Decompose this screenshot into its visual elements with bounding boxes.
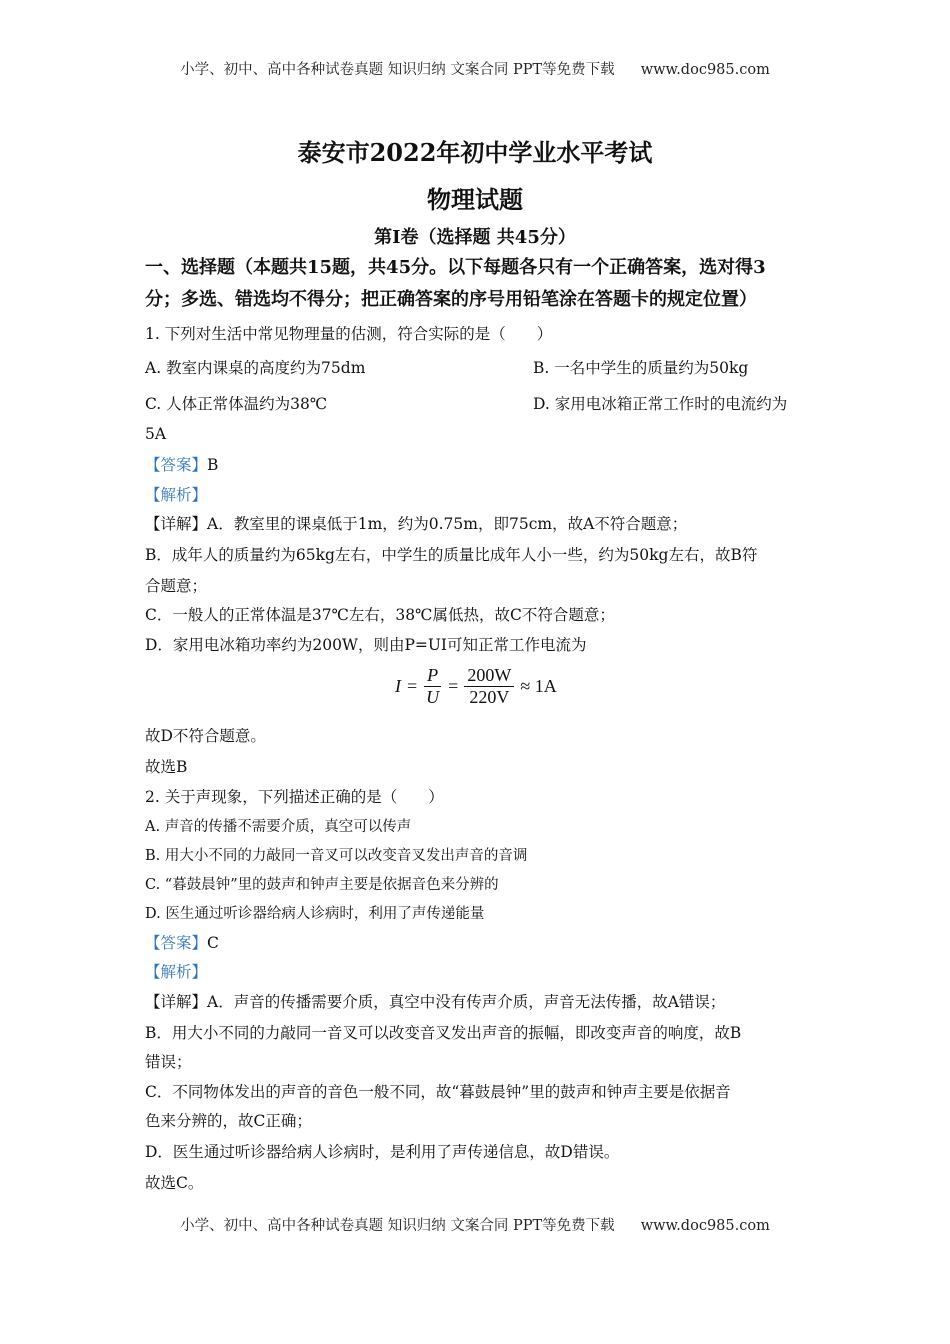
q2-option-a: A. 声音的传播不需要介质，真空可以传声: [145, 819, 412, 835]
question-2-stem: 2. 关于声现象，下列描述正确的是（ ）: [145, 788, 444, 806]
header-url[interactable]: www.doc985.com: [640, 62, 770, 78]
detail-line: B．成年人的质量约为65kg左右，中学生的质量比成年人小一些，约为50kg左右，故B符: [145, 546, 758, 564]
q2-analysis-label: 【解析】: [145, 963, 208, 981]
numerator: 200W: [464, 665, 514, 687]
detail-line: D．医生通过听诊器给病人诊病时，是利用了声传递信息，故D错误。: [145, 1143, 620, 1161]
answer-label: 【答案】: [145, 456, 208, 474]
detail-line: D．家用电冰箱功率约为200W，则由P=UI可知正常工作电流为: [145, 636, 587, 654]
detail-line: A．教室里的课桌低于1m，约为0.75m，即75cm，故A不符合题意；: [207, 515, 688, 533]
formula-result: ≈ 1A: [520, 676, 557, 696]
denominator: 220V: [469, 687, 510, 707]
detail-line: A．声音的传播需要介质，真空中没有传声介质，声音无法传播，故A错误；: [207, 993, 726, 1011]
detail-line: 错误；: [145, 1053, 192, 1071]
header-text: 小学、初中、高中各种试卷真题 知识归纳 文案合同 PPT等免费下载: [180, 62, 615, 78]
q1-option-a: A. 教室内课桌的高度约为75dm: [145, 359, 366, 377]
page-title: 泰安市2022年初中学业水平考试: [297, 138, 653, 167]
q2-option-c: C. “暮鼓晨钟”里的鼓声和钟声主要是依据音色来分辨的: [145, 877, 499, 893]
section-heading-cont: 分；多选、错选均不得分；把正确答案的序号用铅笔涂在答题卡的规定位置）: [145, 289, 757, 310]
q2-answer: [145, 933, 219, 953]
formula-lhs: I: [395, 676, 401, 696]
q1-option-d: D. 家用电冰箱正常工作时的电流约为: [533, 395, 788, 413]
q1-option-d-cont: 5A: [145, 425, 167, 443]
volume-heading: 第Ⅰ卷（选择题 共45分）: [374, 227, 576, 248]
footer-url[interactable]: www.doc985.com: [640, 1218, 770, 1234]
footer-text: 小学、初中、高中各种试卷真题 知识归纳 文案合同 PPT等免费下载: [180, 1218, 615, 1234]
numerator: P: [427, 665, 439, 685]
page-header: [0, 58, 950, 79]
page-footer: [0, 1214, 950, 1235]
detail-line: C．不同物体发出的声音的音色一般不同，故“暮鼓晨钟”里的鼓声和钟声主要是依据音: [145, 1083, 731, 1101]
q2-option-b: B. 用大小不同的力敲同一音叉可以改变音叉发出声音的音调: [145, 848, 528, 864]
answer-value: C: [207, 934, 219, 952]
q1-analysis-label: 【解析】: [145, 486, 208, 504]
detail-line: 故选C。: [145, 1174, 204, 1192]
answer-value: B: [207, 456, 219, 474]
detail-label: 【详解】: [145, 515, 208, 533]
detail-line: B．用大小不同的力敲同一音叉可以改变音叉发出声音的振幅，即改变声音的响度，故B: [145, 1024, 742, 1042]
detail-label: 【详解】: [145, 993, 208, 1011]
q2-option-d: D. 医生通过听诊器给病人诊病时，利用了声传递能量: [145, 906, 485, 922]
section-heading: 一、选择题（本题共15题，共45分。以下每题各只有一个正确答案，选对得3: [145, 257, 766, 278]
fraction: [464, 665, 514, 708]
answer-label: 【答案】: [145, 934, 208, 952]
fraction: [423, 665, 442, 708]
detail-line: C．一般人的正常体温是37℃左右，38℃属低热，故C不符合题意；: [145, 606, 615, 624]
detail-line: 合题意；: [145, 577, 208, 595]
q1-option-b: B. 一名中学生的质量约为50kg: [533, 359, 749, 377]
denominator: U: [426, 687, 440, 707]
q1-answer: [145, 455, 218, 475]
q1-detail: [145, 514, 687, 534]
q2-detail: [145, 992, 725, 1012]
q1-option-c: C. 人体正常体温约为38℃: [145, 395, 328, 413]
formula: I = $\frac{P}{U}$ = $\frac{200W}{220V}$ ≈ 1A: [395, 665, 557, 707]
question-1-stem: 1. 下列对生活中常见物理量的估测，符合实际的是（ ）: [145, 325, 553, 343]
detail-line: 故D不符合题意。: [145, 727, 266, 745]
detail-line: 色来分辨的，故C正确；: [145, 1112, 312, 1130]
page-subtitle: 物理试题: [427, 185, 523, 214]
detail-line: 故选B: [145, 758, 188, 776]
